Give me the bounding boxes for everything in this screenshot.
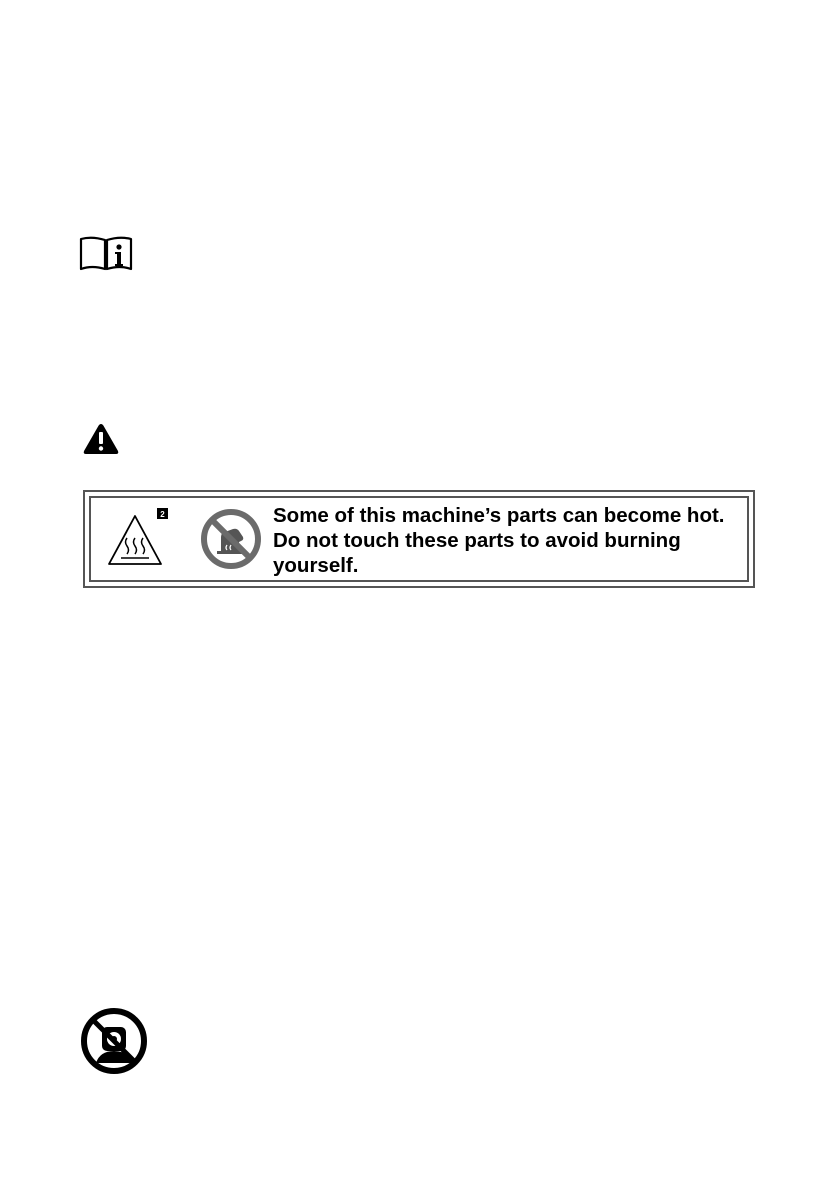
hot-parts-warning-box	[83, 490, 755, 588]
hot-parts-warning-text: Some of this machine’s parts can become hot. Do not touch these parts to avoid burning yourself.	[273, 504, 725, 577]
read-manual-icon	[78, 235, 134, 273]
hot-surface-icon	[107, 506, 175, 572]
warning-triangle-icon	[82, 422, 120, 456]
prohibition-icon	[80, 1007, 148, 1075]
no-touch-icon	[199, 507, 263, 571]
hot-surface-label: 2	[160, 510, 165, 519]
